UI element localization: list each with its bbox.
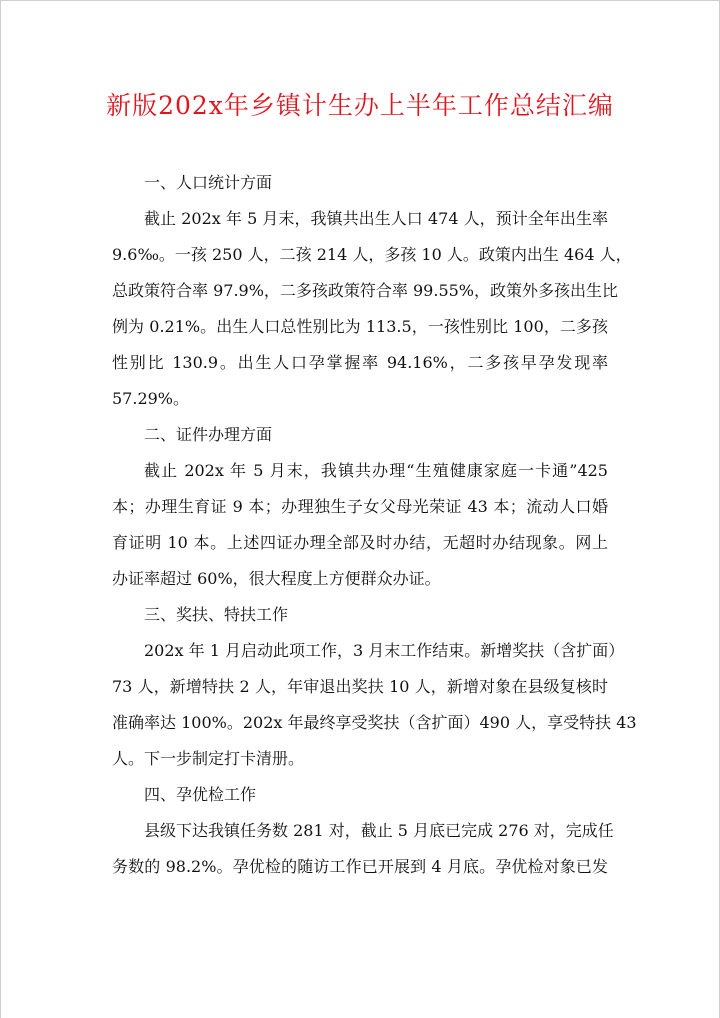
paragraph-line: 例为 0.21%。出生人口总性别比为 113.5，一孩性别比 100，二多孩 (112, 317, 608, 336)
paragraph-line: 办证率超过 60%，很大程度上方便群众办证。 (112, 569, 441, 588)
paragraph-line: 73 人，新增特扶 2 人，年审退出奖扶 10 人，新增对象在县级复核时 (112, 677, 608, 696)
page-border-left (0, 0, 1, 1018)
paragraph-line: 截止 202x 年 5 月末，我镇共办理“生殖健康家庭一卡通”425 (144, 461, 608, 480)
section-heading: 四、孕优检工作 (144, 785, 257, 804)
paragraph-line: 总政策符合率 97.9%，二多孩政策符合率 99.55%，政策外多孩出生比 (112, 281, 619, 300)
paragraph-line: 人。下一步制定打卡清册。 (112, 749, 305, 768)
document-body (112, 168, 637, 882)
paragraph-line: 育证明 10 本。上述四证办理全部及时办结，无超时办结现象。网上 (112, 533, 608, 552)
section-heading: 一、人口统计方面 (144, 173, 273, 192)
paragraph-line: 57.29%。 (112, 389, 190, 408)
paragraph-line: 9.6‰。一孩 250 人，二孩 214 人，多孩 10 人。政策内出生 464 人， (112, 245, 632, 264)
paragraph-line: 准确率达 100%。202x 年最终享受奖扶（含扩面）490 人，享受特扶 43 (112, 713, 637, 732)
paragraph-line: 截止 202x 年 5 月末，我镇共出生人口 474 人，预计全年出生率 (144, 209, 608, 228)
section-heading: 二、证件办理方面 (144, 425, 273, 444)
paragraph-line: 县级下达我镇任务数 281 对，截止 5 月底已完成 276 对，完成任 (144, 821, 614, 840)
paragraph-line: 性别比 130.9。出生人口孕掌握率 94.16%，二多孩早孕发现率 (112, 353, 608, 372)
paragraph-line: 本；办理生育证 9 本；办理独生子女父母光荣证 43 本；流动人口婚 (112, 497, 608, 516)
page-border-top (0, 0, 720, 1)
document-title: 新版202x年乡镇计生办上半年工作总结汇编 (106, 91, 614, 120)
paragraph-line: 务数的 98.2%。孕优检的随访工作已开展到 4 月底。孕优检对象已发 (112, 857, 608, 876)
section-heading: 三、奖扶、特扶工作 (144, 605, 289, 624)
paragraph-line: 202x 年 1 月启动此项工作，3 月末工作结束。新增奖扶（含扩面） (144, 641, 625, 660)
